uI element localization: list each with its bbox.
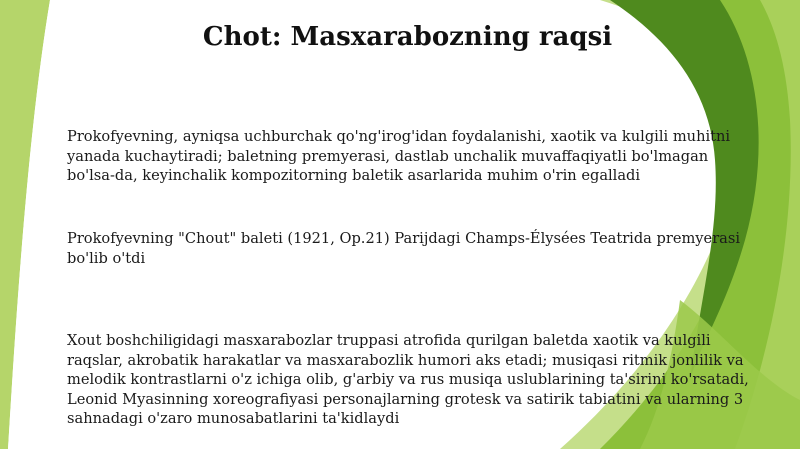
paragraph-ballet-description: Xout boshchiligidagi masxarabozlar truppasi atrofida qurilgan baletda xaotik va kulgili raqslar, akrobatik harakatlar va masxarabozlik humori aks etadi; musiqasi ritmik jonlilik va melodik kontrastlarni o'z ichiga olib, g'arbiy va rus musiqa uslublarining ta'sirini ko'rsatadi, Leonid Myasinning xoreografiyasi personajlarning grotesk va satirik tabiatini va ularning 3 sahnadagi o'zaro munosabatlarini ta'kidlaydi [67, 332, 749, 427]
paragraph-premiere-reception: Prokofyevning, ayniqsa uchburchak qo'ng'irog'idan foydalanishi, xaotik va kulgili muhitni yanada kuchaytiradi; baletning premyerasi, dastlab unchalik muvaffaqiyatli bo'lmagan bo'lsa-da, keyinchalik kompozitorning baletik asarlarida muhim o'rin egalladi [67, 128, 731, 184]
paragraph-premiere-venue: Prokofyevning "Chout" baleti (1921, Op.21) Parijdagi Champs-Élysées Teatrida premyerasi bo'lib o'tdi [67, 230, 741, 267]
slide-title: Chot: Masxarabozning raqsi [202, 22, 613, 52]
